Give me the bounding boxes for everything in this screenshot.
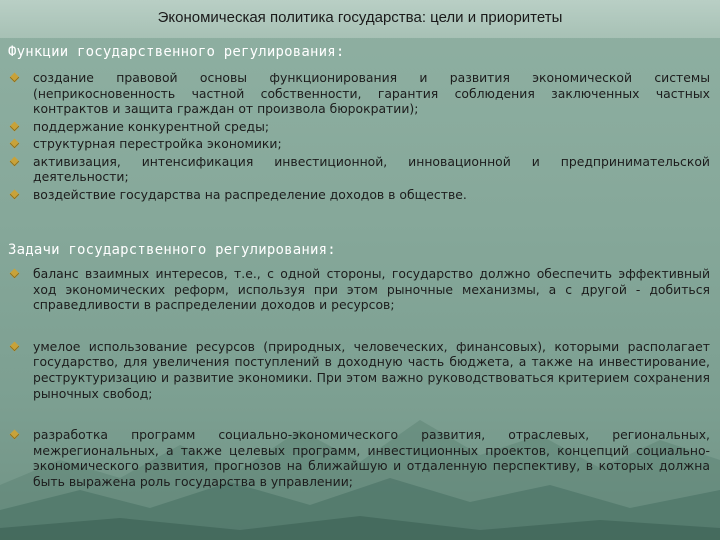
diamond-bullet-icon (10, 430, 20, 440)
page-title: Экономическая политика государства: цели и приоритеты (157, 9, 563, 26)
list-item (0, 119, 720, 135)
list-item-text: разработка программ социально-экономического развития, отраслевых, региональных, межрегиональных, а также целевых программ, инвестиционных проектов, концепций социально-экономического развития, прогнозов на ближайшую и отдаленную перспективу, в которых должна быть выражена роль государства в управлении; (33, 427, 710, 489)
diamond-bullet-icon (10, 189, 20, 199)
diamond-bullet-icon (10, 156, 20, 166)
list-item (0, 154, 720, 185)
list-item-text: воздействие государства на распределение доходов в обществе. (33, 186, 467, 202)
diamond-bullet-icon (10, 269, 20, 279)
list-item-text: баланс взаимных интересов, т.е., с одной стороны, государство должно обеспечить эффективный ход экономических реформ, используя при этом рыночные механизмы, а с другой - добиться справедливости в распределении доходов и ресурсов; (33, 266, 710, 313)
tasks-list (0, 266, 720, 490)
diamond-bullet-icon (10, 121, 20, 131)
functions-heading: Функции государственного регулирования: (8, 44, 345, 60)
list-item (0, 266, 720, 313)
diamond-bullet-icon (10, 139, 20, 149)
list-item-text: создание правовой основы функционирования и развития экономической системы (неприкосновенность частной собственности, гарантия соблюдения заключенных частных контрактов и защита граждан от произвола бюрократии); (33, 70, 710, 116)
list-item-text: структурная перестройка экономики; (33, 136, 282, 151)
list-item (0, 427, 720, 489)
functions-list (0, 70, 720, 204)
list-item-text: умелое использование ресурсов (природных, человеческих, финансовых), которыми располагает государство, для увеличения поступлений в доходную часть бюджета, а также на инвестирование, реструктуризацию и развитие экономики. При этом важно руководствоваться критерием сохранения рыночных свобод; (33, 338, 710, 401)
list-item (0, 187, 720, 203)
tasks-heading: Задачи государственного регулирования: (8, 242, 336, 258)
list-item-text: активизация, интенсификация инвестиционной, инновационной и предпринимательской деятельности; (33, 153, 710, 184)
list-item (0, 136, 720, 152)
list-item (0, 70, 720, 117)
list-item-text: поддержание конкурентной среды; (33, 118, 270, 134)
diamond-bullet-icon (10, 73, 20, 83)
diamond-bullet-icon (10, 341, 20, 351)
list-item (0, 339, 720, 401)
